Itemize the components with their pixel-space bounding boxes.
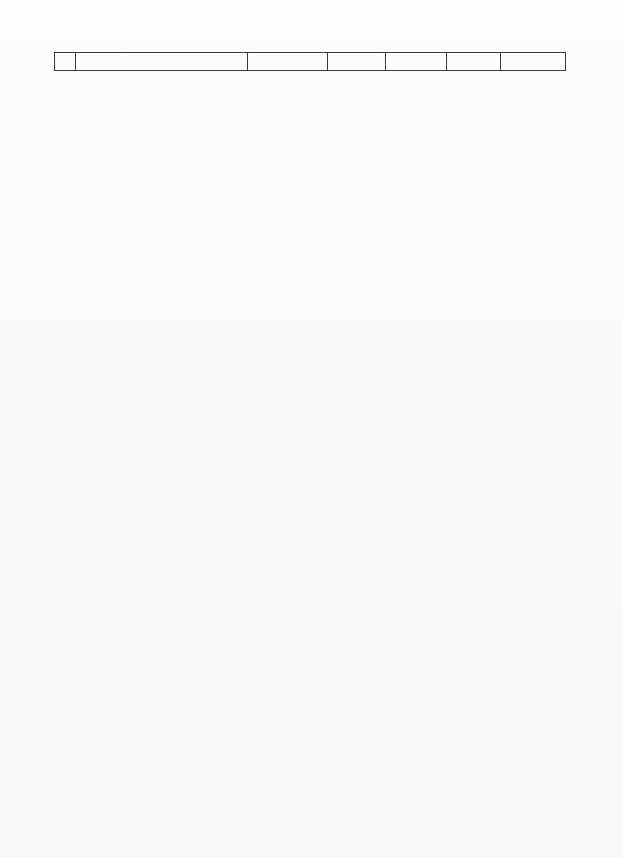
handwritten-note-cell	[327, 53, 386, 71]
model-cell	[248, 53, 327, 71]
inventory-table-body	[55, 53, 566, 71]
item-name-cell	[75, 53, 247, 71]
table-row	[55, 53, 566, 71]
inventory-table	[54, 52, 566, 71]
price-cell	[501, 53, 566, 71]
row-number	[55, 53, 76, 71]
year-cell	[386, 53, 447, 71]
quantity-cell	[446, 53, 500, 71]
